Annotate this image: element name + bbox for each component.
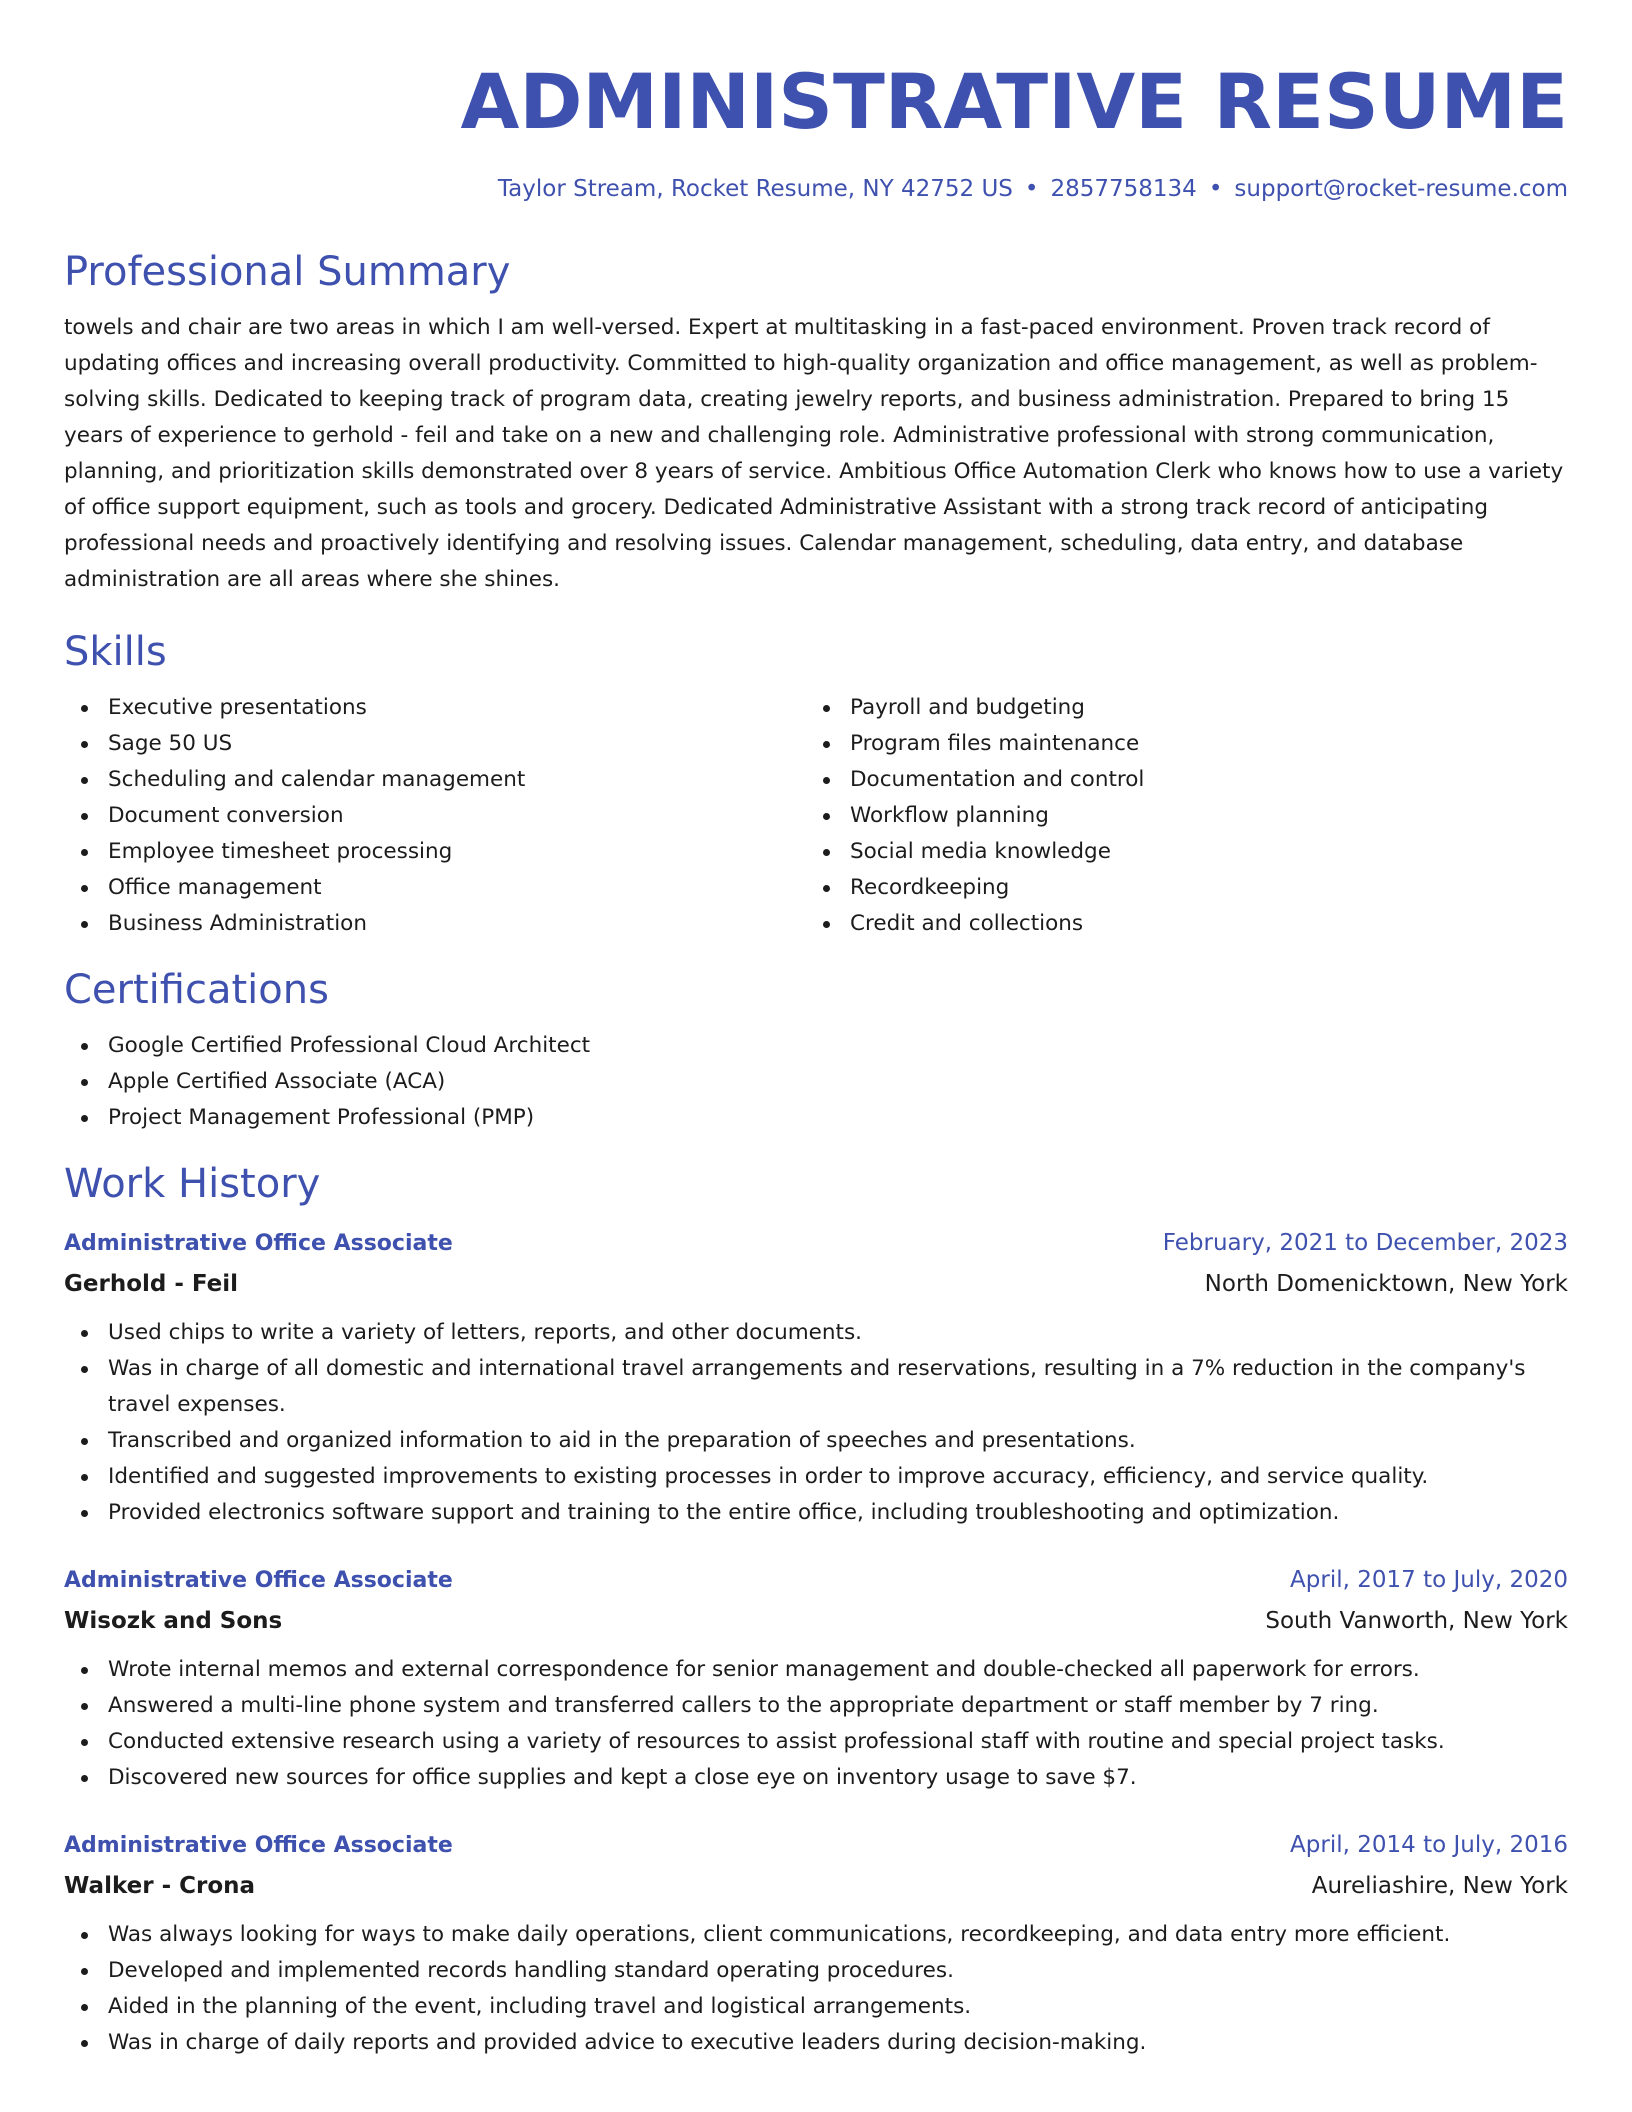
certification-item: Project Management Professional (PMP) — [64, 1100, 1568, 1136]
skill-item: Sage 50 US — [64, 726, 806, 762]
certifications-heading: Certifications — [64, 967, 329, 1013]
certifications-list — [64, 1028, 1568, 1136]
skills-heading: Skills — [64, 629, 167, 675]
job-location: Aureliashire, New York — [1311, 1873, 1568, 1899]
skill-item: Credit and collections — [806, 906, 1548, 942]
contact-address: Taylor Stream, Rocket Resume, NY 42752 US — [497, 176, 1013, 202]
job-title: Administrative Office Associate — [64, 1833, 453, 1858]
skill-item: Document conversion — [64, 798, 806, 834]
job-subheader — [64, 1269, 1568, 1299]
job-duties-list — [64, 1652, 1568, 1796]
job-duties-list — [64, 1917, 1568, 2061]
contact-line — [64, 174, 1568, 204]
job-duty: Was always looking for ways to make daily operations, client communications, recordkeeping, and data entry more efficient. — [64, 1917, 1568, 1953]
job-duty: Identified and suggested improvements to existing processes in order to improve accuracy, efficiency, and service quality. — [64, 1459, 1568, 1495]
skill-item: Business Administration — [64, 906, 806, 942]
job-dates: April, 2017 to July, 2020 — [1290, 1567, 1568, 1593]
job-dates: February, 2021 to December, 2023 — [1162, 1230, 1568, 1256]
job-duty: Conducted extensive research using a variety of resources to assist professional staff with routine and special project tasks. — [64, 1724, 1568, 1760]
job-header — [64, 1565, 1568, 1596]
job-entry — [64, 1830, 1568, 2061]
summary-text: towels and chair are two areas in which I am well-versed. Expert at multitasking in a fast-paced environment. Proven track record of updating offices and increasing overall productivity. Committed to high-quality organization and office management, as well as problem-solving skills. Dedicated to keeping track of program data, creating jewelry reports, and business administration. Prepared to bring 15 years of experience to gerhold - feil and take on a new and challenging role. Administrative professional with strong communication, planning, and prioritization skills demonstrated over 8 years of service. Ambitious Office Automation Clerk who knows how to use a variety of office support equipment, such as tools and grocery. Dedicated Administrative Assistant with a strong track record of anticipating professional needs and proactively identifying and resolving issues. Calendar management, scheduling, data entry, and database administration are all areas where she shines. — [64, 315, 1564, 592]
skill-item: Program files maintenance — [806, 726, 1548, 762]
job-title: Administrative Office Associate — [64, 1231, 453, 1256]
job-company: Walker - Crona — [64, 1873, 256, 1899]
contact-email: support@rocket-resume.com — [1234, 176, 1568, 202]
contact-phone: 2857758134 — [1050, 176, 1197, 202]
skill-item: Office management — [64, 870, 806, 906]
job-company: Wisozk and Sons — [64, 1608, 283, 1634]
skill-item: Employee timesheet processing — [64, 834, 806, 870]
job-duty: Aided in the planning of the event, including travel and logistical arrangements. — [64, 1989, 1568, 2025]
job-duty: Discovered new sources for office supplies and kept a close eye on inventory usage to save $7. — [64, 1760, 1568, 1796]
job-header — [64, 1228, 1568, 1259]
work-history-heading: Work History — [64, 1161, 321, 1207]
skill-item: Executive presentations — [64, 690, 806, 726]
skill-item: Social media knowledge — [806, 834, 1548, 870]
job-duty: Was in charge of daily reports and provided advice to executive leaders during decision-making. — [64, 2025, 1568, 2061]
contact-separator: • — [1208, 176, 1223, 202]
resume-title: ADMINISTRATIVE RESUME — [460, 57, 1568, 146]
certification-item: Apple Certified Associate (ACA) — [64, 1064, 1568, 1100]
job-duty: Used chips to write a variety of letters, reports, and other documents. — [64, 1315, 1568, 1351]
job-duty: Provided electronics software support and training to the entire office, including troubleshooting and optimization. — [64, 1495, 1568, 1531]
job-duty: Developed and implemented records handling standard operating procedures. — [64, 1953, 1568, 1989]
certification-item: Google Certified Professional Cloud Architect — [64, 1028, 1568, 1064]
job-duties-list — [64, 1315, 1568, 1531]
contact-separator: • — [1024, 176, 1039, 202]
job-duty: Wrote internal memos and external correspondence for senior management and double-checked all paperwork for errors. — [64, 1652, 1568, 1688]
job-entry — [64, 1228, 1568, 1531]
skill-item: Workflow planning — [806, 798, 1548, 834]
job-subheader — [64, 1606, 1568, 1636]
skills-list-right — [806, 690, 1548, 942]
skill-item: Documentation and control — [806, 762, 1548, 798]
skills-list-left — [64, 690, 806, 942]
skill-item: Recordkeeping — [806, 870, 1548, 906]
job-duty: Answered a multi-line phone system and transferred callers to the appropriate department or staff member by 7 ring. — [64, 1688, 1568, 1724]
summary-heading: Professional Summary — [64, 249, 511, 295]
job-title: Administrative Office Associate — [64, 1568, 453, 1593]
job-location: North Domenicktown, New York — [1204, 1271, 1568, 1297]
job-subheader — [64, 1871, 1568, 1901]
skills-grid — [64, 690, 1568, 942]
job-dates: April, 2014 to July, 2016 — [1290, 1832, 1568, 1858]
skill-item: Payroll and budgeting — [806, 690, 1548, 726]
job-company: Gerhold - Feil — [64, 1271, 239, 1297]
job-duty: Was in charge of all domestic and international travel arrangements and reservations, resulting in a 7% reduction in the company's travel expenses. — [64, 1351, 1568, 1423]
skill-item: Scheduling and calendar management — [64, 762, 806, 798]
job-location: South Vanworth, New York — [1265, 1608, 1568, 1634]
job-entry — [64, 1565, 1568, 1796]
job-header — [64, 1830, 1568, 1861]
job-duty: Transcribed and organized information to aid in the preparation of speeches and presentations. — [64, 1423, 1568, 1459]
